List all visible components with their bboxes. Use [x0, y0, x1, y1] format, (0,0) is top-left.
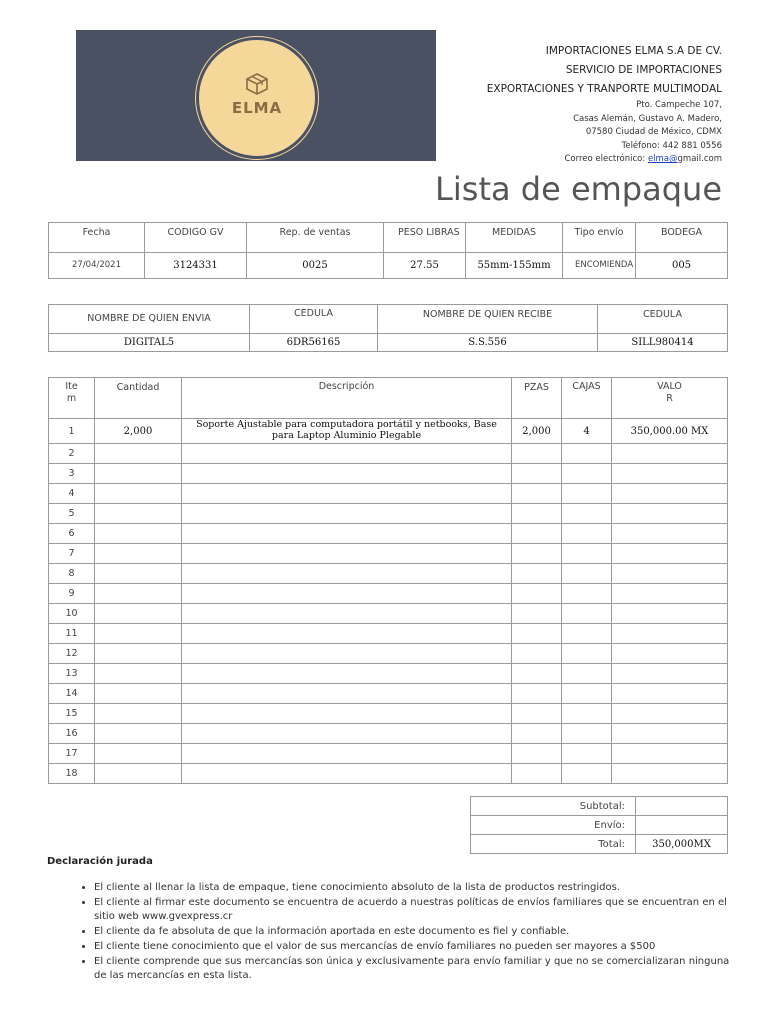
- cajas-cell: [562, 764, 612, 784]
- valor-cell: [612, 644, 728, 664]
- header-peso: PESO LIBRAS: [384, 223, 466, 253]
- cajas-cell: [562, 464, 612, 484]
- cajas-cell: [562, 604, 612, 624]
- cajas-cell: 4: [562, 419, 612, 444]
- cantidad-cell: [95, 744, 182, 764]
- phone-line: Teléfono: 442 881 0556: [621, 140, 722, 151]
- bodega-value: 005: [636, 253, 728, 279]
- pzas-cell: [512, 764, 562, 784]
- email-link[interactable]: elma@: [647, 154, 678, 164]
- shipment-table: [48, 222, 728, 279]
- item-number: 7: [49, 544, 95, 564]
- table-row: [49, 544, 728, 564]
- cajas-cell: [562, 584, 612, 604]
- descripcion-cell: [182, 704, 512, 724]
- pzas-cell: [512, 564, 562, 584]
- cantidad-cell: [95, 684, 182, 704]
- valor-cell: [612, 564, 728, 584]
- peso-value: 27.55: [384, 253, 466, 279]
- item-number: 8: [49, 564, 95, 584]
- declaration-title: Declaración jurada: [47, 856, 153, 867]
- address-line: 07580 Ciudad de México, CDMX: [585, 127, 722, 137]
- pzas-cell: [512, 684, 562, 704]
- sender-id-value: 6DR56165: [250, 334, 378, 352]
- logo-banner: [76, 30, 436, 161]
- company-name: IMPORTACIONES ELMA S.A DE CV.: [545, 45, 722, 57]
- header-bodega: BODEGA: [636, 223, 728, 253]
- header-sender-id: CEDULA: [250, 305, 378, 334]
- cantidad-cell: [95, 544, 182, 564]
- valor-cell: [612, 604, 728, 624]
- tipo-envio-value: ENCOMIENDA: [563, 253, 636, 279]
- cantidad-cell: [95, 644, 182, 664]
- cantidad-cell: [95, 484, 182, 504]
- cantidad-cell: [95, 664, 182, 684]
- descripcion-cell: [182, 444, 512, 464]
- item-number: 14: [49, 684, 95, 704]
- descripcion-cell: [182, 524, 512, 544]
- address-line: Pto. Campeche 107,: [636, 100, 722, 110]
- table-row: [49, 624, 728, 644]
- table-row: [49, 744, 728, 764]
- cantidad-cell: 2,000: [95, 419, 182, 444]
- table-row: [49, 604, 728, 624]
- pzas-cell: [512, 584, 562, 604]
- declaration-list: [70, 881, 734, 984]
- valor-cell: [612, 484, 728, 504]
- table-row: [49, 564, 728, 584]
- cajas-cell: [562, 724, 612, 744]
- descripcion-cell: [182, 744, 512, 764]
- table-row: [49, 584, 728, 604]
- table-row: [49, 524, 728, 544]
- declaration-item: • El cliente al firmar este documento se encuentra de acuerdo a nuestras políticas de envíos familiares que se encuentran en el sitio web www.gvexpress.cr: [94, 896, 734, 924]
- cantidad-cell: [95, 504, 182, 524]
- fecha-value: 27/04/2021: [49, 253, 145, 279]
- cantidad-cell: [95, 464, 182, 484]
- pzas-cell: [512, 624, 562, 644]
- descripcion-cell: [182, 624, 512, 644]
- item-number: 15: [49, 704, 95, 724]
- medidas-value: 55mm-155mm: [466, 253, 563, 279]
- table-row: [49, 684, 728, 704]
- header-item: Item: [49, 378, 95, 419]
- envio-label: Envío:: [471, 816, 636, 835]
- cantidad-cell: [95, 704, 182, 724]
- email-line: [487, 153, 722, 167]
- cajas-cell: [562, 624, 612, 644]
- document-title: Lista de empaque: [435, 170, 722, 208]
- valor-cell: [612, 744, 728, 764]
- table-row: [49, 484, 728, 504]
- address-line: Casas Alemán, Gustavo A. Madero,: [573, 113, 722, 124]
- valor-cell: [612, 504, 728, 524]
- header-descripcion: Descripción: [182, 378, 512, 419]
- cajas-cell: [562, 444, 612, 464]
- totals-table: [470, 796, 728, 854]
- valor-cell: [612, 704, 728, 724]
- item-number: 16: [49, 724, 95, 744]
- item-number: 10: [49, 604, 95, 624]
- cajas-cell: [562, 504, 612, 524]
- pzas-cell: [512, 464, 562, 484]
- declaration-item: • El cliente comprende que sus mercancías son única y exclusivamente para envío familiar y que no se comercializaran ninguna de las mercancías en esta lista.: [94, 955, 734, 983]
- cantidad-cell: [95, 724, 182, 744]
- descripcion-cell: [182, 564, 512, 584]
- pzas-cell: [512, 444, 562, 464]
- cantidad-cell: [95, 764, 182, 784]
- valor-cell: [612, 664, 728, 684]
- envio-value: [636, 816, 728, 835]
- table-row: [49, 764, 728, 784]
- header-fecha: Fecha: [49, 223, 145, 253]
- pzas-cell: [512, 644, 562, 664]
- table-row: [49, 464, 728, 484]
- header-rep-ventas: Rep. de ventas: [247, 223, 384, 253]
- email-label: Correo electrónico:: [564, 154, 648, 164]
- descripcion-cell: [182, 764, 512, 784]
- codigo-value: 3124331: [145, 253, 247, 279]
- company-service-2: EXPORTACIONES Y TRANPORTE MULTIMODAL: [486, 83, 722, 95]
- table-row: [49, 704, 728, 724]
- pzas-cell: [512, 544, 562, 564]
- header-cantidad: Cantidad: [95, 378, 182, 419]
- rep-ventas-value: 0025: [247, 253, 384, 279]
- cajas-cell: [562, 684, 612, 704]
- cajas-cell: [562, 564, 612, 584]
- cantidad-cell: [95, 624, 182, 644]
- cantidad-cell: [95, 444, 182, 464]
- header-cajas: CAJAS: [562, 378, 612, 419]
- descripcion-cell: [182, 644, 512, 664]
- pzas-cell: [512, 704, 562, 724]
- declaration-item: • El cliente al llenar la lista de empaque, tiene conocimiento absoluto de la lista de productos restringidos.: [94, 881, 734, 895]
- descripcion-cell: [182, 684, 512, 704]
- descripcion-cell: [182, 504, 512, 524]
- pzas-cell: [512, 724, 562, 744]
- pzas-cell: [512, 524, 562, 544]
- descripcion-cell: [182, 664, 512, 684]
- header-valor: VALOR: [612, 378, 728, 419]
- header-pzas: PZAS: [512, 378, 562, 419]
- cajas-cell: [562, 524, 612, 544]
- cantidad-cell: [95, 584, 182, 604]
- table-row: [49, 419, 728, 444]
- table-row: [49, 504, 728, 524]
- declaration-item: • El cliente da fe absoluta de que la información aportada en este documento es fiel y confiable.: [94, 925, 734, 939]
- item-number: 5: [49, 504, 95, 524]
- logo-badge: [199, 40, 315, 156]
- pzas-cell: 2,000: [512, 419, 562, 444]
- header-tipo-envio: Tipo envío: [563, 223, 636, 253]
- email-domain: gmail.com: [677, 154, 722, 164]
- items-table: [48, 377, 728, 784]
- header-sender-name: NOMBRE DE QUIEN ENVIA: [49, 305, 250, 334]
- valor-cell: [612, 764, 728, 784]
- company-info: [487, 42, 722, 167]
- item-number: 11: [49, 624, 95, 644]
- item-number: 1: [49, 419, 95, 444]
- descripcion-cell: [182, 484, 512, 504]
- pzas-cell: [512, 484, 562, 504]
- cantidad-cell: [95, 564, 182, 584]
- table-row: [49, 644, 728, 664]
- descripcion-cell: [182, 584, 512, 604]
- receiver-id-value: SILL980414: [598, 334, 728, 352]
- cajas-cell: [562, 664, 612, 684]
- cajas-cell: [562, 704, 612, 724]
- cantidad-cell: [95, 524, 182, 544]
- valor-cell: [612, 444, 728, 464]
- valor-cell: [612, 524, 728, 544]
- item-number: 13: [49, 664, 95, 684]
- pzas-cell: [512, 604, 562, 624]
- item-number: 2: [49, 444, 95, 464]
- box-icon: [245, 73, 269, 95]
- cantidad-cell: [95, 604, 182, 624]
- sender-name-value: DIGITAL5: [49, 334, 250, 352]
- subtotal-label: Subtotal:: [471, 797, 636, 816]
- header-receiver-name: NOMBRE DE QUIEN RECIBE: [378, 305, 598, 334]
- descripcion-cell: [182, 464, 512, 484]
- item-number: 4: [49, 484, 95, 504]
- pzas-cell: [512, 664, 562, 684]
- valor-cell: 350,000.00 MX: [612, 419, 728, 444]
- parties-table: [48, 304, 728, 352]
- item-number: 3: [49, 464, 95, 484]
- cajas-cell: [562, 744, 612, 764]
- declaration-item: • El cliente tiene conocimiento que el valor de sus mercancías de envío familiares no pueden ser mayores a $500: [94, 940, 734, 954]
- valor-cell: [612, 684, 728, 704]
- descripcion-cell: [182, 544, 512, 564]
- item-number: 9: [49, 584, 95, 604]
- descripcion-cell: Soporte Ajustable para computadora portátil y netbooks, Base para Laptop Aluminio Plegable: [182, 419, 512, 444]
- valor-cell: [612, 624, 728, 644]
- pzas-cell: [512, 744, 562, 764]
- header-receiver-id: CEDULA: [598, 305, 728, 334]
- logo-text: ELMA: [231, 99, 283, 117]
- item-number: 12: [49, 644, 95, 664]
- header-medidas: MEDIDAS: [466, 223, 563, 253]
- valor-cell: [612, 584, 728, 604]
- table-row: [49, 444, 728, 464]
- receiver-name-value: S.S.556: [378, 334, 598, 352]
- table-row: [49, 724, 728, 744]
- cajas-cell: [562, 484, 612, 504]
- company-service: SERVICIO DE IMPORTACIONES: [565, 64, 722, 76]
- item-number: 6: [49, 524, 95, 544]
- header-codigo: CODIGO GV: [145, 223, 247, 253]
- valor-cell: [612, 464, 728, 484]
- valor-cell: [612, 544, 728, 564]
- subtotal-value: [636, 797, 728, 816]
- total-value: 350,000MX: [636, 835, 728, 854]
- table-row: [49, 664, 728, 684]
- descripcion-cell: [182, 724, 512, 744]
- descripcion-cell: [182, 604, 512, 624]
- item-number: 18: [49, 764, 95, 784]
- total-label: Total:: [471, 835, 636, 854]
- valor-cell: [612, 724, 728, 744]
- pzas-cell: [512, 504, 562, 524]
- cajas-cell: [562, 544, 612, 564]
- item-number: 17: [49, 744, 95, 764]
- cajas-cell: [562, 644, 612, 664]
